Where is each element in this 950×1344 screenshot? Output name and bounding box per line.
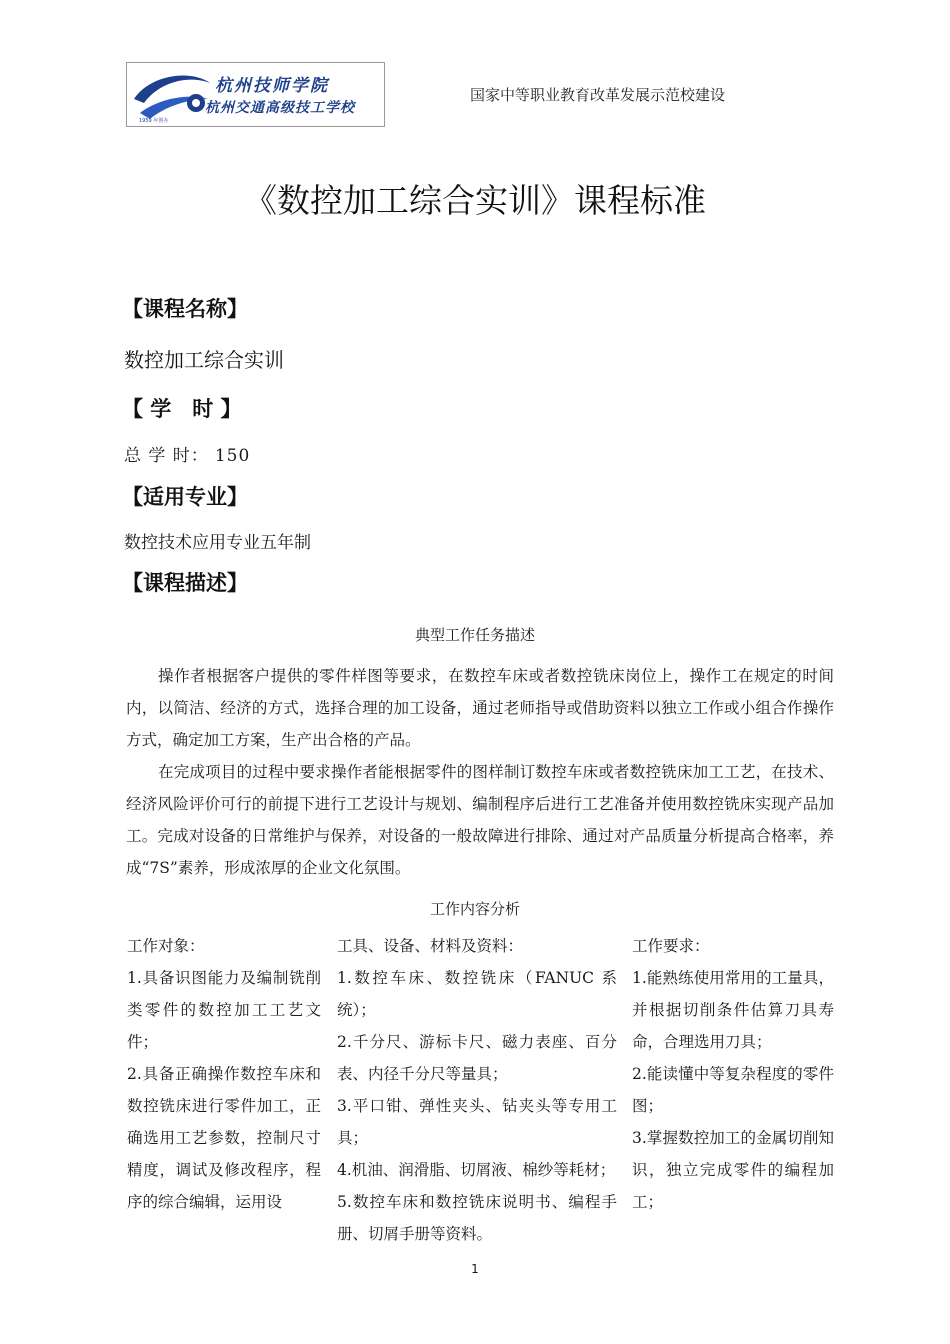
section-heading-hours: 【 学 时 】 [122,397,242,421]
typical-task-heading: 典型工作任务描述 [414,626,535,644]
school-logo [126,62,385,127]
list-item: 3.掌握数控加工的金属切削知识，独立完成零件的编程加工； [632,1129,834,1211]
work-object-header: 工作对象： [127,937,205,955]
total-hours-line [124,441,250,466]
tools-column [337,930,617,1250]
logo-tiny-text: 1959 年创办 [139,118,169,124]
total-hours-value: 150 [214,446,251,466]
tools-header: 工具、设备、材料及资料： [337,937,524,955]
work-analysis-heading: 工作内容分析 [429,900,520,918]
document-title: 《数控加工综合实训》课程标准 [244,181,706,220]
section-heading-major: 【适用专业】 [122,485,248,509]
section-heading-course-name: 【课程名称】 [122,297,248,321]
typical-task-paragraph-2: 在完成项目的过程中要求操作者能根据零件的图样制订数控车床或者数控铣床加工工艺，在技术、经济风险评价可行的前提下进行工艺设计与规划、编制程序后进行工艺准备并使用数控铣床实现产品加工。完成对设备的日常维护与保养，对设备的一般故障进行排除、通过对产品质量分析提高合格率，养成“7S”素养，形成浓厚的企业文化氛围。 [126,763,834,877]
list-item: 5.数控车床和数控铣床说明书、编程手册、切屑手册等资料。 [337,1193,617,1243]
page-number: 1 [471,1262,479,1276]
list-item: 4.机油、润滑脂、切屑液、棉纱等耗材； [337,1161,616,1179]
list-item: 2.千分尺、游标卡尺、磁力表座、百分表、内径千分尺等量具； [337,1033,617,1083]
list-item: 2.能读懂中等复杂程度的零件图； [632,1065,834,1115]
logo-text-line2: 杭州交通高级技工学校 [205,100,355,116]
typical-task-paragraph-1: 操作者根据客户提供的零件样图等要求，在数控车床或者数控铣床岗位上，操作工在规定的时间内，以简洁、经济的方式，选择合理的加工设备，通过老师指导或借助资料以独立工作或小组合作操作方式，确定加工方案，生产出合格的产品。 [126,667,834,749]
section-heading-description: 【课程描述】 [122,571,248,595]
list-item: 1.数控车床、数控铣床（FANUC 系统）； [337,969,617,1019]
logo-text-line1: 杭州技师学院 [215,76,329,96]
work-requirements-column [632,930,834,1218]
list-item: 2.具备正确操作数控车床和数控铣床进行零件加工，正确选用工艺参数，控制尺寸精度，调试及修改程序，程序的综合编辑，运用设 [127,1065,321,1211]
list-item: 1.具备识图能力及编制铣削类零件的数控加工工艺文件； [127,969,321,1051]
list-item: 1.能熟练使用常用的工量具，并根据切削条件估算刀具寿命，合理选用刀具； [632,969,834,1051]
work-object-column [127,930,321,1218]
header-program-text: 国家中等职业教育改革发展示范校建设 [470,86,726,104]
applicable-major-value: 数控技术应用专业五年制 [124,533,311,553]
list-item: 3.平口钳、弹性夹头、钻夹头等专用工具； [337,1097,617,1147]
course-name-value: 数控加工综合实训 [124,348,284,372]
logo-swoosh-icon [130,69,214,123]
total-hours-label: 总 学 时： [124,446,209,466]
requirements-header: 工作要求： [632,937,710,955]
